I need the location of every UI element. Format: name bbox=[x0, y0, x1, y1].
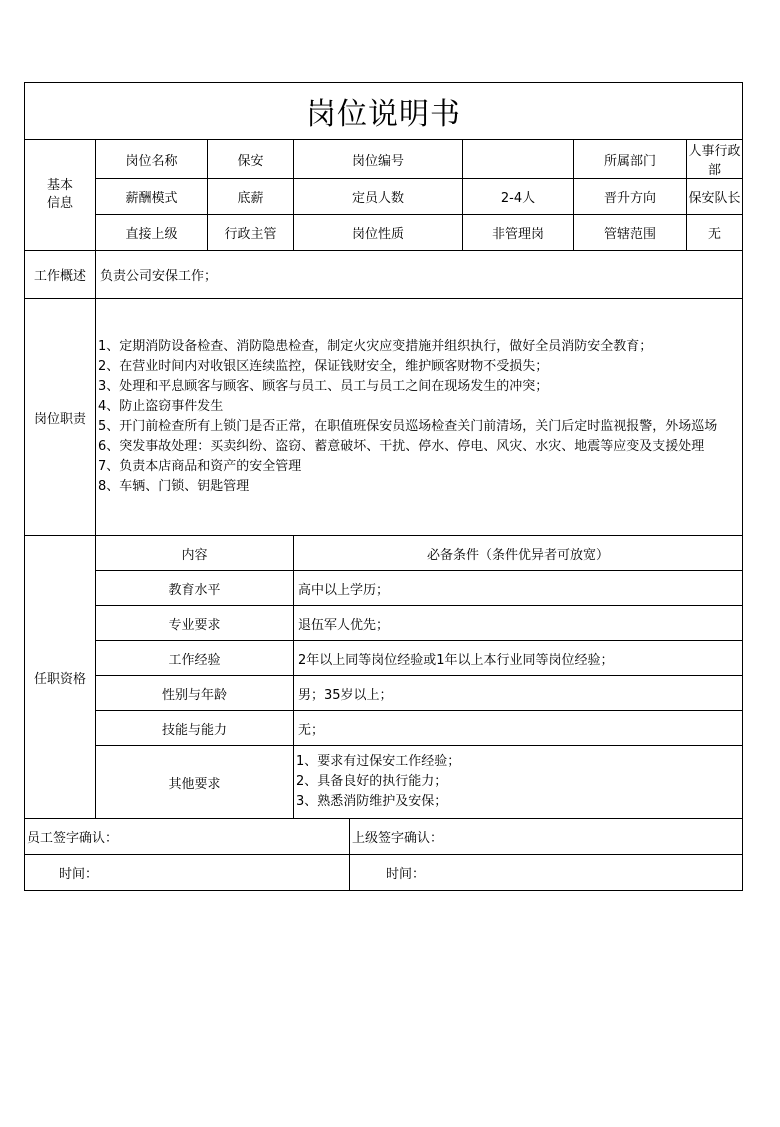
cell-label: 岗位名称 bbox=[96, 140, 208, 179]
qualification-item: 性别与年龄 bbox=[96, 676, 294, 711]
qualification-item: 工作经验 bbox=[96, 641, 294, 676]
qualification-req: 无； bbox=[294, 711, 743, 746]
signature-row bbox=[25, 819, 743, 855]
overview-text: 负责公司安保工作； bbox=[96, 251, 743, 299]
job-description-table bbox=[24, 82, 743, 891]
cell-label: 晋升方向 bbox=[574, 179, 687, 215]
employee-time-field: 时间： bbox=[25, 855, 350, 891]
cell-value: 2-4人 bbox=[463, 179, 574, 215]
other-requirement-item: 1、要求有过保安工作经验； bbox=[296, 754, 461, 769]
duty-item: 8、车辆、门锁、钥匙管理 bbox=[98, 479, 250, 494]
qualification-req: 高中以上学历； bbox=[294, 571, 743, 606]
cell-value: 人事行政部 bbox=[687, 140, 743, 179]
qualification-req: 2年以上同等岗位经验或1年以上本行业同等岗位经验； bbox=[294, 641, 743, 676]
cell-label: 薪酬模式 bbox=[96, 179, 208, 215]
employee-signature-field: 员工签字确认： bbox=[25, 819, 350, 855]
cell-value: 行政主管 bbox=[208, 215, 294, 251]
duty-item: 5、开门前检查所有上锁门是否正常，在职值班保安员巡场检查关门前清场，关门后定时监视报警，外场巡场 bbox=[98, 419, 718, 434]
duty-item: 3、处理和平息顾客与顾客、顾客与员工、员工与员工之间在现场发生的冲突； bbox=[98, 379, 549, 394]
qualification-row bbox=[25, 746, 743, 819]
cell-label: 岗位性质 bbox=[294, 215, 463, 251]
cell-value: 保安队长 bbox=[687, 179, 743, 215]
qualification-req: 男；35岁以上； bbox=[294, 676, 743, 711]
basic-info-row bbox=[25, 215, 743, 251]
duties-list bbox=[96, 299, 743, 536]
overview-row bbox=[25, 251, 743, 299]
qualification-header-item: 内容 bbox=[96, 536, 294, 571]
job-description-document bbox=[24, 82, 742, 891]
superior-signature-field: 上级签字确认： bbox=[350, 819, 743, 855]
duties-row bbox=[25, 299, 743, 536]
cell-value: 无 bbox=[687, 215, 743, 251]
cell-label: 定员人数 bbox=[294, 179, 463, 215]
qualification-row bbox=[25, 676, 743, 711]
other-requirements-list bbox=[294, 746, 743, 819]
qualification-item: 专业要求 bbox=[96, 606, 294, 641]
overview-label: 工作概述 bbox=[25, 251, 96, 299]
superior-time-field: 时间： bbox=[350, 855, 743, 891]
cell-value: 底薪 bbox=[208, 179, 294, 215]
qualification-item: 教育水平 bbox=[96, 571, 294, 606]
qualification-req: 退伍军人优先； bbox=[294, 606, 743, 641]
basic-info-row bbox=[25, 140, 743, 179]
cell-label: 所属部门 bbox=[574, 140, 687, 179]
qualification-row bbox=[25, 606, 743, 641]
qualification-item: 技能与能力 bbox=[96, 711, 294, 746]
duty-item: 6、突发事故处理：买卖纠纷、盗窃、蓄意破坏、干扰、停水、停电、风灾、水灾、地震等应变及支援处理 bbox=[98, 439, 705, 454]
cell-label: 直接上级 bbox=[96, 215, 208, 251]
other-requirement-item: 2、具备良好的执行能力； bbox=[296, 774, 448, 789]
qualification-row bbox=[25, 571, 743, 606]
cell-label: 岗位编号 bbox=[294, 140, 463, 179]
qualification-row bbox=[25, 641, 743, 676]
other-requirement-item: 3、熟悉消防维护及安保； bbox=[296, 794, 448, 809]
cell-label: 管辖范围 bbox=[574, 215, 687, 251]
basic-info-label: 基本 信息 bbox=[25, 140, 96, 251]
qualification-header-req: 必备条件（条件优异者可放宽） bbox=[294, 536, 743, 571]
duty-item: 1、定期消防设备检查、消防隐患检查，制定火灾应变措施并组织执行，做好全员消防安全教育； bbox=[98, 339, 653, 354]
other-requirements-label: 其他要求 bbox=[96, 746, 294, 819]
cell-value: 非管理岗 bbox=[463, 215, 574, 251]
qualifications-label: 任职资格 bbox=[25, 536, 96, 819]
duties-label: 岗位职责 bbox=[25, 299, 96, 536]
duty-item: 7、负责本店商品和资产的安全管理 bbox=[98, 459, 302, 474]
qualification-row bbox=[25, 711, 743, 746]
qualification-header-row bbox=[25, 536, 743, 571]
cell-value bbox=[463, 140, 574, 179]
signature-time-row bbox=[25, 855, 743, 891]
duty-item: 4、防止盗窃事件发生 bbox=[98, 399, 224, 414]
duty-item: 2、在营业时间内对收银区连续监控，保证钱财安全，维护顾客财物不受损失； bbox=[98, 359, 549, 374]
basic-info-row bbox=[25, 179, 743, 215]
document-title: 岗位说明书 bbox=[25, 83, 743, 140]
cell-value: 保安 bbox=[208, 140, 294, 179]
